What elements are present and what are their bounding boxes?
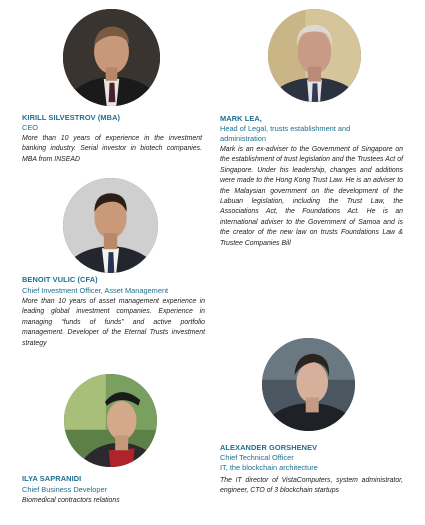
portrait-alexander-image	[262, 338, 355, 431]
member-bio: Mark is an ex-adviser to the Government of Singapore on the establishment of trust legislation and the Trustees Act of Singapore. Under his leadership, changes and additions were made to the Hong Kong Trust Law. He is an adviser to the Malaysian government on the development of the Labuan legislation, including the Trust Law, the Associations Act, the Foundations Act. He is an international adviser to the Government of Samoa and is the creator of the new law on trusts Foundations Law & Trustee Companies Bill	[220, 146, 403, 247]
photo-alexander	[262, 338, 355, 431]
member-bio: More than 10 years of experience in the investment banking industry. Serial investor in biotech companies. MBA from INSEAD	[22, 135, 202, 163]
member-role: Chief Business Developer	[22, 485, 108, 494]
member-bio: The IT director of VistaComputers, system administrator, engineer, CTO of 3 blockchain startups	[220, 477, 403, 495]
member-name: MARK LEA,	[220, 114, 262, 123]
photo-benoit	[63, 178, 158, 273]
portrait-ilya-image	[64, 374, 157, 467]
photo-mark	[268, 9, 361, 102]
portrait-mark-image	[268, 9, 361, 102]
member-name: ILYA SAPRANIDI	[22, 474, 82, 483]
photo-kirill	[63, 9, 160, 106]
member-role: Chief Technical Officer IT, the blockchain architecture	[220, 453, 318, 472]
member-bio: Biomedical contractors relations	[22, 497, 120, 504]
member-role: CEO	[22, 123, 39, 132]
member-role: Chief Investment Officer, Asset Management	[22, 286, 169, 295]
portrait-kirill-image	[63, 9, 160, 106]
photo-ilya	[64, 374, 157, 467]
member-name: KIRILL SILVESTROV (MBA)	[22, 113, 121, 122]
member-name: ALEXANDER GORSHENEV	[220, 443, 318, 452]
portrait-benoit-image	[63, 178, 158, 273]
member-role: Head of Legal, trusts establishment and administration	[220, 124, 351, 143]
member-name: BENOIT VULIC (CFA)	[22, 275, 98, 284]
member-bio: More than 10 years of asset management experience in leading global investment companies. Experience in managing “funds of funds” and active portfolio management. Developer of the Eternal Trusts investment strategy	[22, 298, 205, 347]
